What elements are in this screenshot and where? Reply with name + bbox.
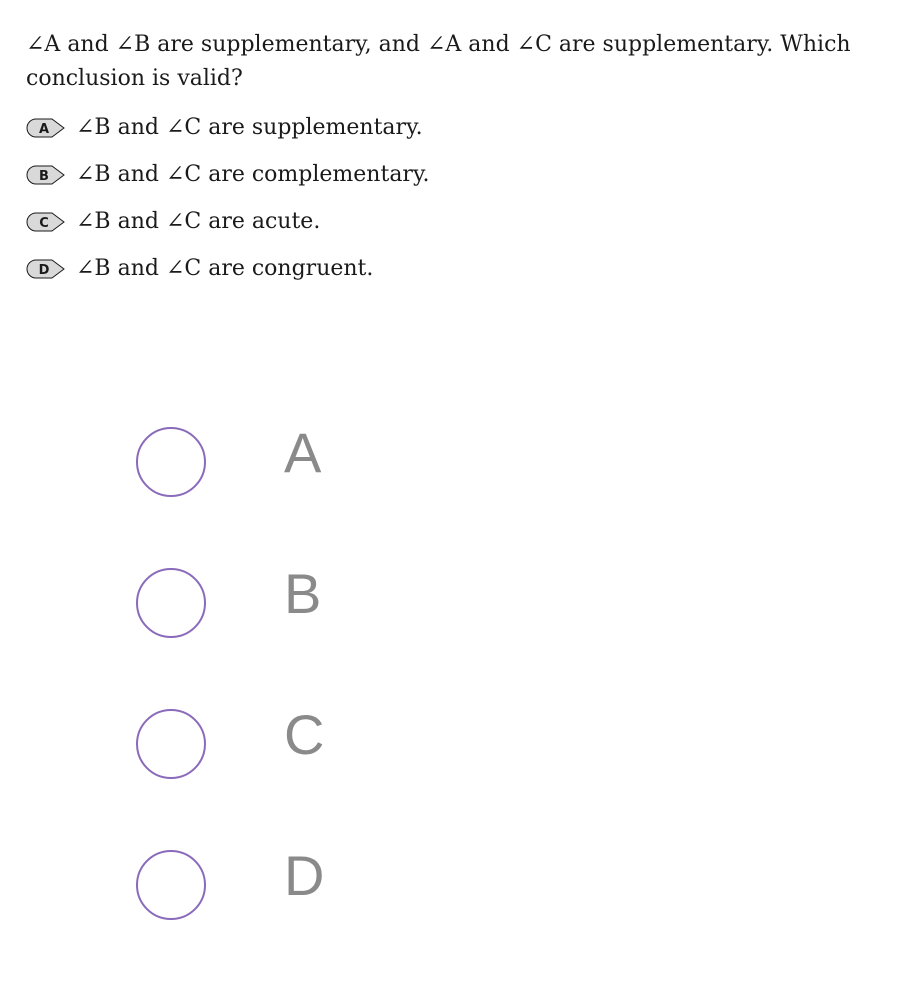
choice-badge-d (26, 259, 66, 279)
radio-button-c[interactable] (136, 709, 206, 779)
choice-badge-letter: A (38, 121, 50, 137)
choice-badge-b (26, 165, 66, 185)
answer-label-d[interactable]: D (284, 844, 325, 907)
question-block (26, 28, 876, 292)
choice-list (26, 104, 876, 292)
choice-badge-a (26, 118, 66, 138)
radio-button-d[interactable] (136, 850, 206, 920)
choice-badge-letter: D (38, 262, 50, 278)
answer-label-c[interactable]: C (284, 703, 325, 766)
answer-option-b[interactable] (136, 562, 536, 706)
answer-options (136, 421, 536, 988)
choice-item-a (26, 104, 876, 151)
radio-button-a[interactable] (136, 427, 206, 497)
choice-text: ∠B and ∠C are congruent. (76, 255, 374, 281)
answer-label-a[interactable]: A (284, 421, 322, 484)
radio-button-b[interactable] (136, 568, 206, 638)
choice-item-c (26, 198, 876, 245)
choice-text: ∠B and ∠C are supplementary. (76, 114, 423, 140)
choice-text: ∠B and ∠C are complementary. (76, 161, 430, 187)
question-prompt: ∠A and ∠B are supplementary, and ∠A and ∠C are supplementary. Which conclusion is valid? (26, 32, 851, 91)
choice-badge-letter: B (39, 168, 49, 184)
answer-option-d[interactable] (136, 844, 536, 988)
choice-text: ∠B and ∠C are acute. (76, 208, 321, 234)
answer-label-b[interactable]: B (284, 562, 322, 625)
answer-option-c[interactable] (136, 703, 536, 847)
answer-option-a[interactable] (136, 421, 536, 565)
choice-badge-letter: C (39, 215, 49, 231)
choice-item-b (26, 151, 876, 198)
choice-item-d (26, 245, 876, 292)
choice-badge-c (26, 212, 66, 232)
